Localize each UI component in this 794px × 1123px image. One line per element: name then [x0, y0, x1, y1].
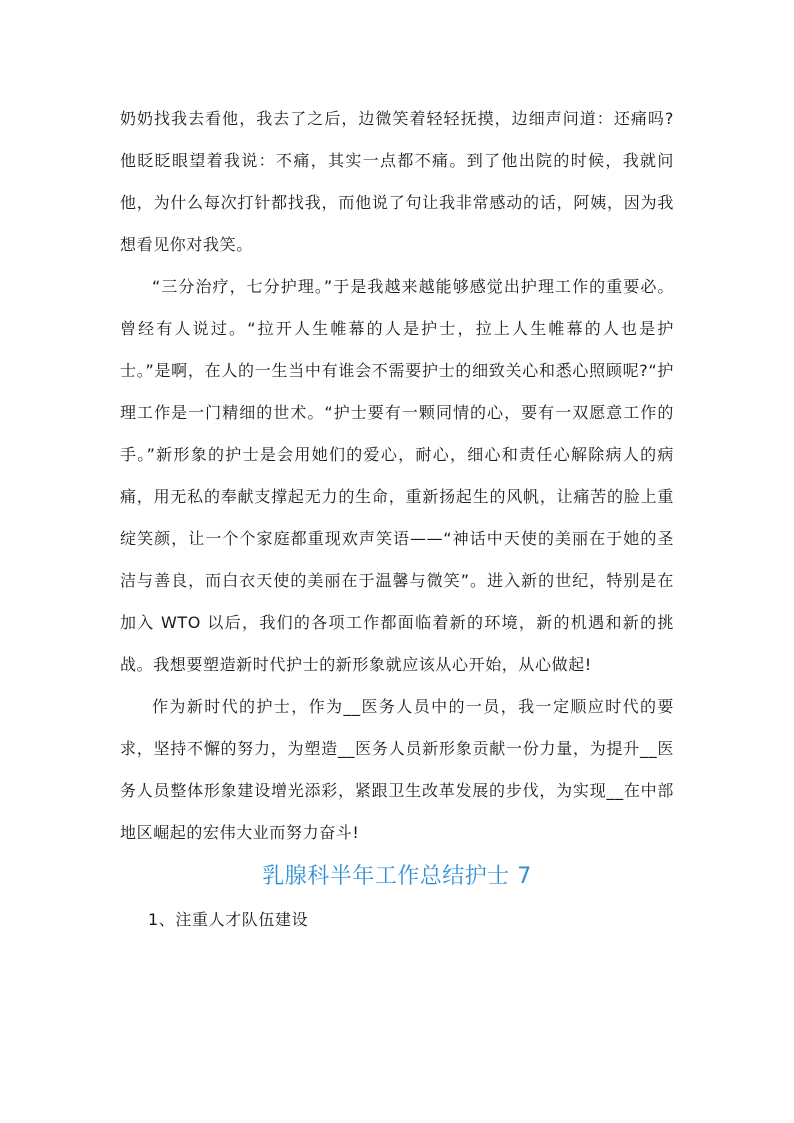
document-body	[120, 98, 674, 941]
paragraph-1: 奶奶找我去看他，我去了之后，边微笑着轻轻抚摸，边细声问道：还痛吗?他眨眨眼望着我说：不痛，其实一点都不痛。到了他出院的时候，我就问他，为什么每次打针都找我，而他说了句让我非常感动的话，阿姨，因为我想看见你对我笑。	[120, 109, 674, 254]
section-heading: 乳腺科半年工作总结护士 7	[262, 864, 532, 889]
subitem-1: 1、注重人才队伍建设	[148, 910, 309, 929]
paragraph-2: “三分治疗，七分护理。”于是我越来越能够感觉出护理工作的重要必。曾经有人说过。“拉开人生帷幕的人是护士，拉上人生帷幕的人也是护士。”是啊，在人的一生当中有谁会不需要护士的细致关心和悉心照顾呢?“护理工作是一门精细的世术。“护士要有一颗同情的心，要有一双愿意工作的手。”新形象的护士是会用她们的爱心，耐心，细心和责任心解除病人的病痛，用无私的奉献支撑起无力的生命，重新扬起生的风帆，让痛苦的脸上重绽笑颜，让一个个家庭都重现欢声笑语——“神话中天使的美丽在于她的圣洁与善良，而白衣天使的美丽在于温馨与微笑”。进入新的世纪，特别是在加入 WTO 以后，我们的各项工作都面临着新的环境，新的机遇和新的挑战。我想要塑造新时代护士的新形象就应该从心开始，从心做起!	[120, 277, 674, 674]
paragraph-3: 作为新时代的护士，作为__医务人员中的一员，我一定顺应时代的要求，坚持不懈的努力，为塑造__医务人员新形象贡献一份力量，为提升__医务人员整体形象建设增光添彩，紧跟卫生改革发展的步伐，为实现__在中部地区崛起的宏伟大业而努力奋斗!	[120, 697, 674, 842]
